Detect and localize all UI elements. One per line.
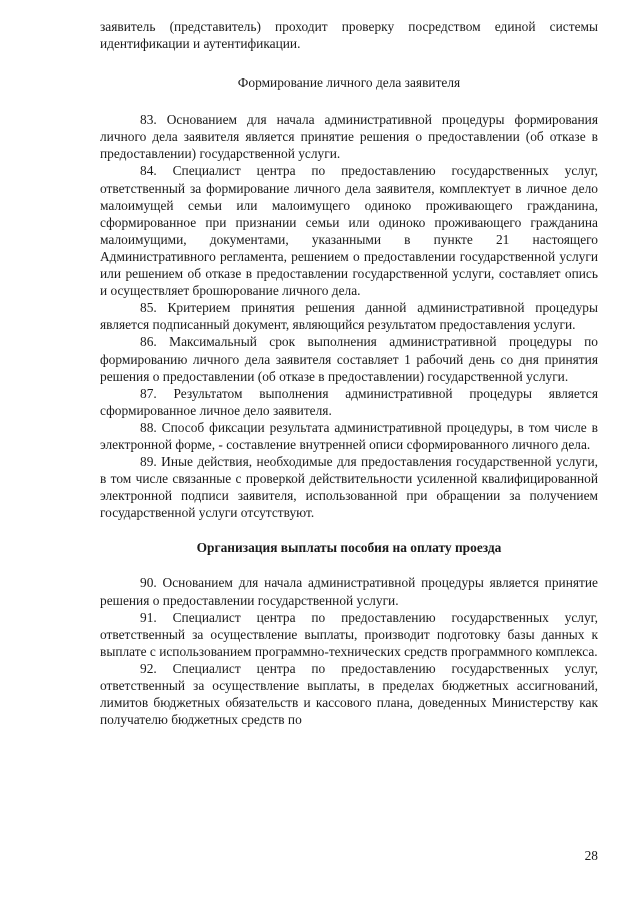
paragraph-85: 85. Критерием принятия решения данной административной процедуры является подписанный документ, являющийся результатом предоставления услуги. [100, 300, 598, 333]
paragraph-87: 87. Результатом выполнения административной процедуры является сформированное личное дело заявителя. [100, 385, 598, 418]
section-heading-travel-payment: Организация выплаты пособия на оплату проезда [196, 540, 502, 556]
section-heading-personal-file: Формирование личного дела заявителя [237, 75, 461, 91]
paragraph-89: 89. Иные действия, необходимые для предоставления государственной услуги, в том числе связанные с проверкой действительности усиленной квалифицированной электронной подписи заявителя, использованной при обращении за получением государственной услуги отсутствуют. [100, 454, 598, 521]
paragraph-84: 84. Специалист центра по предоставлению государственных услуг, ответственный за формирование личного дела заявителя, комплектует в личное дело малоимущей семьи или малоимущего одиноко проживающего гражданина, сформированное при признании семьи или одиноко проживающего гражданина малоимущими, документами, указанными в пункте 21 настоящего Административного регламента, решением о предоставлении государственной услуги или решением об отказе в предоставлении государственной услуги, составляет опись и осуществляет брошюрование личного дела. [100, 163, 598, 299]
paragraph-86: 86. Максимальный срок выполнения административной процедуры по формированию личного дела заявителя составляет 1 рабочий день со дня принятия решения о предоставлении (об отказе в предоставлении) государственной услуги. [100, 334, 598, 384]
intro-paragraph: заявитель (представитель) проходит проверку посредством единой системы идентификации и аутентификации. [100, 19, 598, 52]
paragraph-83: 83. Основанием для начала административной процедуры формирования личного дела заявителя является принятие решения о предоставлении (об отказе в предоставлении) государственной услуги. [100, 112, 598, 162]
page-number: 28 [584, 848, 598, 863]
paragraph-88: 88. Способ фиксации результата административной процедуры, в том числе в электронной форме, - составление внутренней описи сформированного личного дела. [100, 419, 598, 452]
paragraph-90: 90. Основанием для начала административной процедуры является принятие решения о предоставлении государственной услуги. [100, 575, 598, 608]
paragraph-91: 91. Специалист центра по предоставлению государственных услуг, ответственный за осуществление выплаты, производит подготовку базы данных к выплате с использованием программно-технических средств программного комплекса. [100, 609, 598, 659]
paragraph-92: 92. Специалист центра по предоставлению государственных услуг, ответственный за осуществление выплаты, в пределах бюджетных ассигнований, лимитов бюджетных обязательств и кассового плана, доведенных Министерству как получателю бюджетных средств по [100, 660, 598, 728]
